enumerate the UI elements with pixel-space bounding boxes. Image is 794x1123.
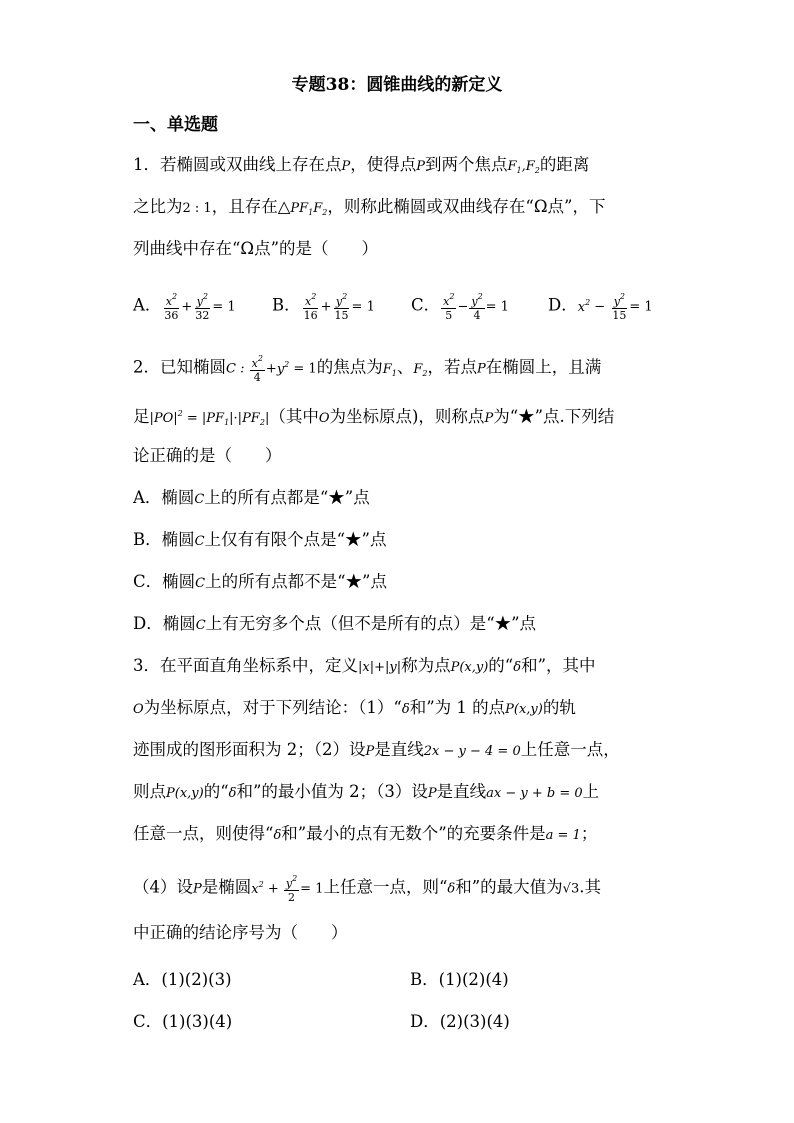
q3-line3: 迹围成的图形面积为 2；（2）设P是直线2x − y − 4 = 0上任意一点， bbox=[133, 740, 620, 759]
q3-line4: 则点P(x,y)的“δ和”的最小值为 2；（3）设P是直线ax − y + b = 0上 bbox=[133, 782, 600, 801]
q1-option-c[interactable]: C． $\frac{x^2}{5}$ − $\frac{y^2}{4}$ = 1 bbox=[411, 292, 509, 322]
q1-option-b[interactable]: B． $\frac{x^2}{16}$ + $\frac{y^2}{15}$ = 1 bbox=[272, 292, 375, 322]
q3-line7: 中正确的结论序号为（ ） bbox=[133, 923, 348, 942]
q2-option-b[interactable]: B．椭圆C上仅有有限个点是“★”点 bbox=[133, 530, 387, 549]
page-title: 专题38：圆锥曲线的新定义 bbox=[291, 75, 503, 95]
q2-line1: 2．已知椭圆C : $\frac{x^2}{4}$ $+y^2 = 1$的焦点为$F_1$、$F_2$，若点P在椭圆上，且满 bbox=[133, 354, 602, 384]
q2-line3: 论正确的是（ ） bbox=[133, 446, 282, 465]
q2-option-d[interactable]: D．椭圆C上有无穷多个点（但不是所有的点）是“★”点 bbox=[133, 614, 537, 633]
q1-option-a[interactable]: A． $\frac{x^2}{36}$ + $\frac{y^2}{32}$ = 1 bbox=[133, 292, 236, 322]
math-foci: $F_1,F_2$ bbox=[507, 159, 540, 175]
q2-line2: 足$|PO|^2 = |PF_1|\cdot|PF_2|$（其中O为坐标原点)，则称点P为“★”点.下列结 bbox=[133, 407, 615, 427]
q3-line1: 3．在平面直角坐标系中，定义|x|+|y|称为点P(x,y)的“δ和”，其中 bbox=[133, 656, 596, 675]
q3-line5: 任意一点，则使得“δ和”最小的点有无数个”的充要条件是a = 1； bbox=[133, 824, 598, 843]
q3-option-d[interactable]: D．(2)(3)(4) bbox=[410, 1012, 510, 1031]
section-heading: 一、单选题 bbox=[133, 115, 218, 135]
q1-line1: 1．若椭圆或双曲线上存在点P，使得点P到两个焦点$F_1,F_2$的距离 bbox=[133, 155, 590, 175]
q3-line2: O为坐标原点，对于下列结论：（1）“δ和”为 1 的点P(x,y)的轨 bbox=[133, 698, 576, 717]
q3-option-a[interactable]: A．(1)(2)(3) bbox=[133, 970, 232, 989]
q2-option-c[interactable]: C．椭圆C上的所有点都不是“★”点 bbox=[133, 572, 387, 591]
q3-option-c[interactable]: C．(1)(3)(4) bbox=[133, 1012, 233, 1031]
q1-option-d[interactable]: D．$x^2$ − $\frac{y^2}{15}$ = 1 bbox=[548, 292, 653, 322]
q1-line2: 之比为2 : 1，且存在$\triangle PF_1F_2$，则称此椭圆或双曲线存在“Ω点”，下 bbox=[133, 197, 606, 217]
q3-option-b[interactable]: B．(1)(2)(4) bbox=[410, 970, 509, 989]
q1-line3: 列曲线中存在“Ω点”的是（ ） bbox=[133, 239, 379, 258]
q3-line6: （4）设P是椭圆$x^2$ + $\frac{y^2}{2}$ = 1上任意一点，则“δ和”的最大值为√3.其 bbox=[133, 874, 601, 904]
math-p: P bbox=[341, 159, 351, 174]
q2-option-a[interactable]: A．椭圆C上的所有点都是“★”点 bbox=[133, 488, 370, 507]
